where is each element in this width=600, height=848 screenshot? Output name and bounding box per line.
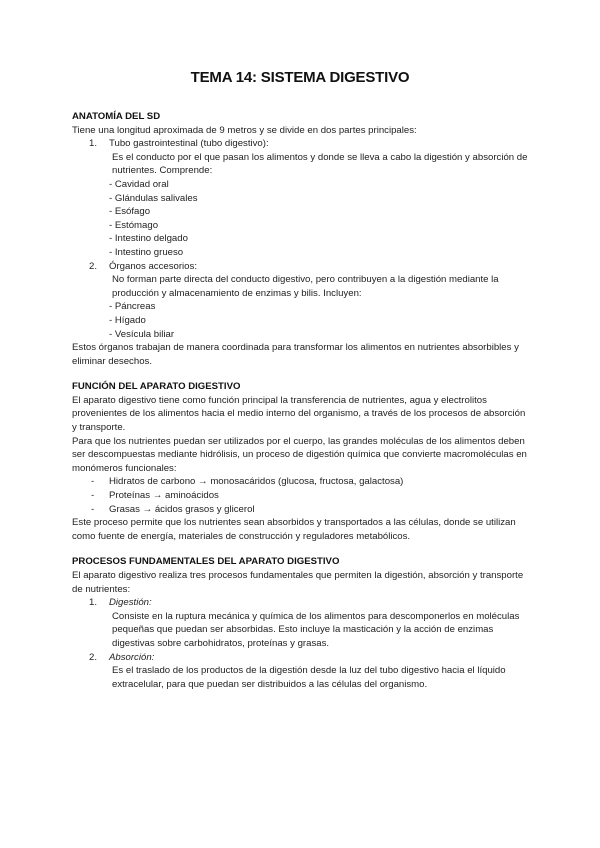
procesos-item-1 [72, 596, 528, 610]
list-item: - Vesícula biliar [109, 328, 175, 340]
anatomia-item-1-body [72, 151, 528, 260]
item-description: Es el conducto por el que pasan los alimentos y donde se lleva a cabo la digestión y absorción de nutrientes. Comprende: [112, 151, 528, 177]
bullet-text: Proteínas → aminoácidos [109, 490, 219, 502]
funcion-paragraph-1: El aparato digestivo tiene como función principal la transferencia de nutrientes, agua y electrolitos provenientes de los alimentos hacia el medio interno del organismo, a través de los procesos de absorción y transporte. [72, 394, 526, 434]
item-label: Absorción: [109, 651, 155, 663]
procesos-intro: El aparato digestivo realiza tres procesos fundamentales que permiten la digestión, absorción y transporte de nutrientes: [72, 570, 524, 595]
item-number: 1. [89, 597, 98, 609]
bullet-marker: - [91, 490, 95, 502]
list-item: - Intestino grueso [109, 246, 184, 258]
bullet-text: Grasas → ácidos grasos y glicerol [109, 503, 255, 515]
page-title: TEMA 14: SISTEMA DIGESTIVO [190, 69, 410, 86]
procesos-item-2-body [72, 664, 528, 691]
bullet-item [72, 503, 528, 517]
anatomia-closing: Estos órganos trabajan de manera coordinada para transformar los alimentos en nutrientes absorbibles y eliminar desechos. [72, 342, 519, 367]
anatomia-item-1 [72, 137, 528, 151]
anatomia-item-2 [72, 260, 528, 274]
list-item: - Estómago [109, 219, 159, 231]
item-description: Consiste en la ruptura mecánica y química de los alimentos para descomponerlos en moléculas pequeñas que puedan ser absorbidas. Esto incluye la masticación y la acción de enzimas digestivas sobre carbohidratos, proteínas y grasas. [112, 610, 520, 649]
anatomia-intro: Tiene una longitud aproximada de 9 metros y se divide en dos partes principales: [72, 124, 417, 136]
bullet-item [72, 475, 528, 489]
list-item: - Esófago [109, 206, 151, 218]
section-heading-anatomia: ANATOMÍA DEL SD [72, 111, 161, 122]
section-heading-procesos: PROCESOS FUNDAMENTALES DEL APARATO DIGESTIVO [72, 556, 340, 568]
item-number: 1. [89, 138, 98, 150]
bullet-text: Hidratos de carbono → monosacáridos (glucosa, fructosa, galactosa) [109, 476, 404, 488]
section-heading-funcion: FUNCIÓN DEL APARATO DIGESTIVO [72, 381, 241, 393]
item-number: 2. [89, 651, 98, 663]
bullet-marker: - [91, 503, 95, 515]
item-number: 2. [89, 260, 98, 272]
procesos-item-2 [72, 651, 528, 665]
bullet-item [72, 489, 528, 503]
funcion-paragraph-2: Para que los nutrientes puedan ser utilizados por el cuerpo, las grandes moléculas de los alimentos deben ser descompuestas mediante hidrólisis, un proceso de digestión química que convierte macromoléculas en monómeros funcionales: [72, 435, 527, 474]
procesos-item-1-body [72, 610, 528, 651]
list-item: - Intestino delgado [109, 233, 188, 245]
list-item: - Cavidad oral [109, 178, 169, 190]
anatomia-item-2-body [72, 273, 528, 341]
item-description: No forman parte directa del conducto digestivo, pero contribuyen a la digestión mediante la producción y almacenamiento de enzimas y bilis. Incluyen: [112, 274, 499, 299]
list-item: - Hígado [109, 314, 146, 326]
bullet-marker: - [91, 476, 95, 488]
list-item: - Páncreas [109, 301, 156, 313]
list-item: - Glándulas salivales [109, 192, 198, 204]
item-description: Es el traslado de los productos de la digestión desde la luz del tubo digestivo hacia el líquido extracelular, para que puedan ser distribuidos a las células del organismo. [112, 665, 506, 690]
item-label: Digestión: [109, 597, 152, 609]
funcion-closing: Este proceso permite que los nutrientes sean absorbidos y transportados a las células, donde se utilizan como fuente de energía, materiales de construcción y reguladores metabólicos. [72, 517, 516, 542]
item-label: Órganos accesorios: [109, 260, 197, 272]
item-label: Tubo gastrointestinal (tubo digestivo): [109, 138, 269, 150]
